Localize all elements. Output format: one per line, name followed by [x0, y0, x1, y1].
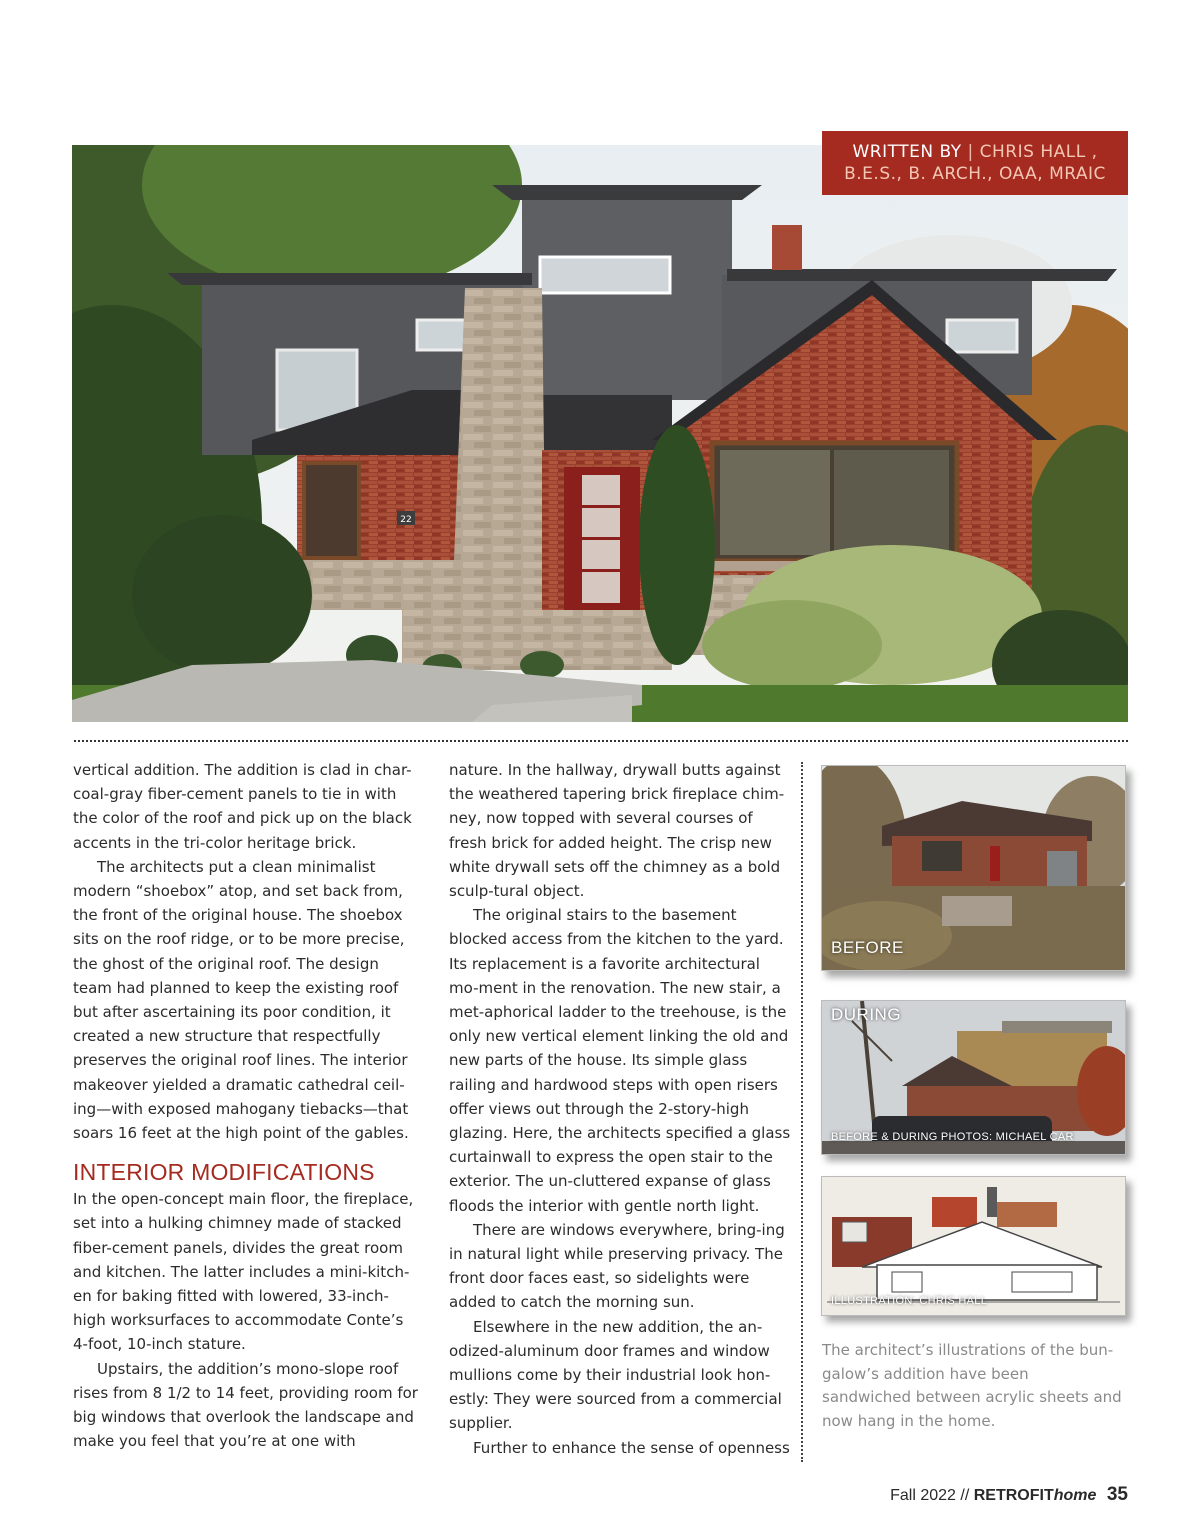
byline-line-1 [822, 141, 1128, 163]
magazine-name-italic: home [1053, 1487, 1097, 1504]
illustration-photo [821, 1176, 1126, 1316]
paragraph: nature. In the hallway, drywall butts against the weathered tapering brick fireplace chim-ney, now topped with several courses of fresh brick for added height. The crisp new white drywall sets off the chimney as a bold sculp-tural object. [449, 761, 785, 901]
paragraph: The original stairs to the basement blocked access from the kitchen to the yard. Its replacement is a favorite architectural mo-ment in the renovation. The new stair, a met-aphorical ladder to the treehouse, is the only new vertical element linking the old and new parts of the house. Its simple glass railing and hardwood steps with open risers offer views out through the 2-story-high glazing. Here, the architects specified a glass curtainwall to express the open stair to the exterior. The un-cluttered expanse of glass floods the interior with gentle north light. [449, 906, 791, 1215]
magazine-name-caps: RETROFIT [973, 1487, 1054, 1504]
page-footer [890, 1484, 1128, 1506]
during-label: DURING [831, 1005, 902, 1024]
article-column-2 [449, 758, 793, 1460]
byline-box [822, 131, 1128, 195]
paragraph: Elsewhere in the new addition, the an-odized-aluminum door frames and window mullions come by their industrial look hon-estly: They were sourced from a commercial supplier. [449, 1317, 782, 1433]
hero-photo [72, 145, 1128, 722]
illustration-credit: ILLUSTRATION: CHRIS HALL [831, 1295, 988, 1307]
dotted-divider-vertical [801, 762, 803, 1462]
article-column-1 [73, 758, 418, 1453]
photo-caption: The architect’s illustrations of the bun-galow’s addition have been sandwiched between acrylic sheets and now hang in the home. [822, 1341, 1122, 1430]
before-photo [821, 765, 1126, 971]
dotted-divider-horizontal [74, 740, 1128, 742]
issue-date: Fall 2022 // [890, 1487, 970, 1504]
paragraph: Further to enhance the sense of openness [473, 1438, 790, 1457]
author-name: CHRIS HALL , [979, 142, 1098, 162]
before-label: BEFORE [831, 938, 904, 957]
section-heading: INTERIOR MODIFICATIONS [73, 1159, 375, 1186]
page-number: 35 [1106, 1484, 1128, 1505]
paragraph: Upstairs, the addition’s mono-slope roof rises from 8 1/2 to 14 feet, providing room for big windows that overlook the landscape and make you feel that you’re at one with [73, 1359, 418, 1451]
magazine-name [974, 1487, 1097, 1504]
photo-credit: BEFORE & DURING PHOTOS: MICHAEL CAR [831, 1131, 1074, 1143]
paragraph: There are windows everywhere, bring-ing in natural light while preserving privacy. The front door faces east, so sidelights were added to catch the morning sun. [449, 1220, 785, 1312]
author-credentials: B.E.S., B. ARCH., OAA, MRAIC [844, 164, 1106, 184]
paragraph: vertical addition. The addition is clad in char-coal-gray fiber-cement panels to tie in with the color of the roof and pick up on the black accents in the tri-color heritage brick. [73, 761, 412, 852]
paragraph: The architects put a clean minimalist modern “shoebox” atop, and set back from, the front of the original house. The shoebox sits on the roof ridge, or to be more precise, the ghost of the original roof. The design team had planned to keep the existing roof but after ascertaining its poor condition, it created a new structure that respectfully preserves the original roof lines. The interior makeover yielded a dramatic cathedral ceil-ing—with exposed mahogany tiebacks—that soars 16 feet at the high point of the gables. [73, 857, 409, 1143]
paragraph: In the open-concept main floor, the fireplace, set into a hulking chimney made of stacked fiber-cement panels, divides the great room and kitchen. The latter includes a mini-kitch-en for baking fitted with lowered, 33-inch-high worksurfaces to accommodate Conte’s 4-foot, 10-inch stature. [73, 1190, 414, 1354]
house-number: 22 [400, 515, 412, 525]
byline-label: WRITTEN BY [852, 142, 962, 162]
byline-separator: | [967, 142, 974, 162]
during-photo [821, 1000, 1126, 1155]
